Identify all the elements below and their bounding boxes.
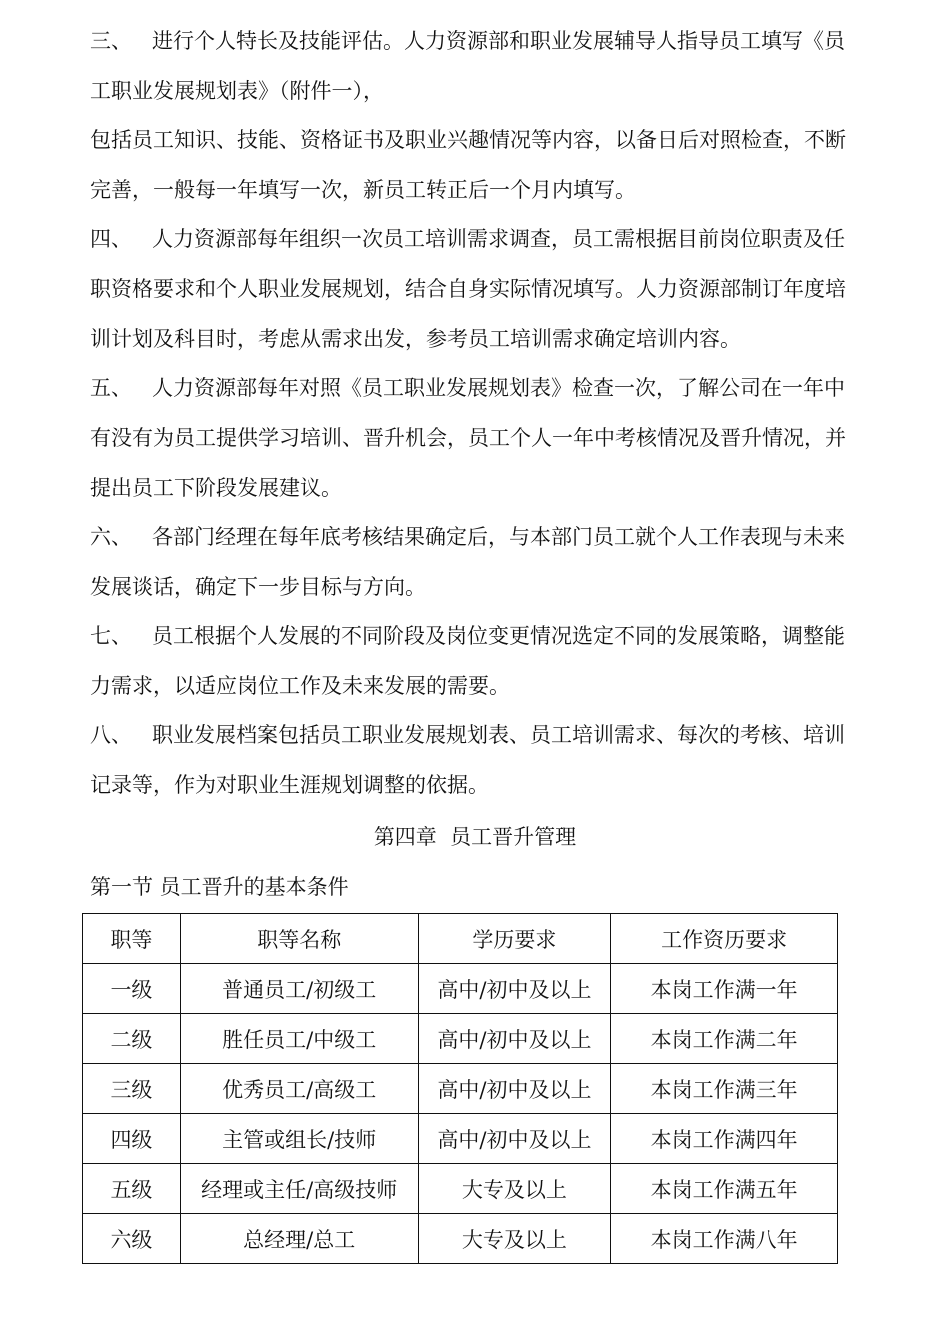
cell-grade-name: 普通员工/初级工 bbox=[180, 964, 418, 1014]
paragraph-text: 各部门经理在每年底考核结果确定后，与本部门员工就个人工作表现与未来发展谈话，确定下一步目标与方向。 bbox=[90, 525, 845, 599]
paragraph-number: 三、 bbox=[90, 29, 132, 53]
cell-education: 高中/初中及以上 bbox=[418, 1014, 611, 1064]
column-header-experience: 工作资历要求 bbox=[611, 914, 838, 964]
column-header-grade: 职等 bbox=[83, 914, 181, 964]
cell-experience: 本岗工作满三年 bbox=[611, 1064, 838, 1114]
cell-education: 大专及以上 bbox=[418, 1164, 611, 1214]
paragraph-number: 八、 bbox=[90, 723, 132, 747]
paragraph-item-6 bbox=[90, 512, 860, 612]
paragraph-item-7 bbox=[90, 611, 860, 711]
cell-grade: 三级 bbox=[83, 1064, 181, 1114]
paragraph-item-8 bbox=[90, 710, 860, 810]
table-row bbox=[83, 1064, 838, 1114]
cell-grade-name: 胜任员工/中级工 bbox=[180, 1014, 418, 1064]
cell-experience: 本岗工作满一年 bbox=[611, 964, 838, 1014]
section-title: 第一节 员工晋升的基本条件 bbox=[90, 875, 349, 899]
cell-experience: 本岗工作满二年 bbox=[611, 1014, 838, 1064]
cell-grade: 六级 bbox=[83, 1214, 181, 1264]
paragraph-number: 七、 bbox=[90, 624, 132, 648]
cell-grade: 五级 bbox=[83, 1164, 181, 1214]
cell-experience: 本岗工作满八年 bbox=[611, 1214, 838, 1264]
cell-education: 高中/初中及以上 bbox=[418, 1114, 611, 1164]
table-row bbox=[83, 964, 838, 1014]
column-header-grade-name: 职等名称 bbox=[180, 914, 418, 964]
chapter-title: 第四章 员工晋升管理 bbox=[373, 825, 577, 849]
paragraph-text: 包括员工知识、技能、资格证书及职业兴趣情况等内容，以备日后对照检查，不断完善，一般每一年填写一次，新员工转正后一个月内填写。 bbox=[90, 128, 846, 202]
cell-education: 大专及以上 bbox=[418, 1214, 611, 1264]
cell-grade-name: 优秀员工/高级工 bbox=[180, 1064, 418, 1114]
cell-grade: 二级 bbox=[83, 1014, 181, 1064]
table-row bbox=[83, 1164, 838, 1214]
paragraph-item-3 bbox=[90, 16, 860, 116]
paragraph-text: 人力资源部每年对照《员工职业发展规划表》检查一次，了解公司在一年中有没有为员工提供学习培训、晋升机会，员工个人一年中考核情况及晋升情况，并提出员工下阶段发展建议。 bbox=[90, 376, 846, 500]
cell-experience: 本岗工作满五年 bbox=[611, 1164, 838, 1214]
paragraph-number: 六、 bbox=[90, 525, 132, 549]
paragraph-text: 员工根据个人发展的不同阶段及岗位变更情况选定不同的发展策略，调整能力需求，以适应岗位工作及未来发展的需要。 bbox=[90, 624, 845, 698]
paragraph-text: 人力资源部每年组织一次员工培训需求调查，员工需根据目前岗位职责及任职资格要求和个人职业发展规划，结合自身实际情况填写。人力资源部制订年度培训计划及科目时，考虑从需求出发，参考员工培训需求确定培训内容。 bbox=[90, 227, 846, 351]
table-row bbox=[83, 1214, 838, 1264]
paragraph-item-4 bbox=[90, 214, 860, 364]
paragraph-item-5 bbox=[90, 363, 860, 513]
cell-experience: 本岗工作满四年 bbox=[611, 1114, 838, 1164]
cell-education: 高中/初中及以上 bbox=[418, 964, 611, 1014]
promotion-requirements-table bbox=[82, 913, 838, 1264]
column-header-education: 学历要求 bbox=[418, 914, 611, 964]
paragraph-continuation bbox=[90, 115, 860, 215]
paragraph-number: 四、 bbox=[90, 227, 132, 251]
cell-grade-name: 主管或组长/技师 bbox=[180, 1114, 418, 1164]
table-header-row bbox=[83, 914, 838, 964]
paragraph-text: 职业发展档案包括员工职业发展规划表、员工培训需求、每次的考核、培训记录等，作为对职业生涯规划调整的依据。 bbox=[90, 723, 845, 797]
table-row bbox=[83, 1114, 838, 1164]
cell-grade: 四级 bbox=[83, 1114, 181, 1164]
cell-grade-name: 经理或主任/高级技师 bbox=[180, 1164, 418, 1214]
cell-grade-name: 总经理/总工 bbox=[180, 1214, 418, 1264]
cell-education: 高中/初中及以上 bbox=[418, 1064, 611, 1114]
table-row bbox=[83, 1014, 838, 1064]
cell-grade: 一级 bbox=[83, 964, 181, 1014]
paragraph-text: 进行个人特长及技能评估。人力资源部和职业发展辅导人指导员工填写《员工职业发展规划表》（附件一）， bbox=[90, 29, 845, 103]
paragraph-number: 五、 bbox=[90, 376, 132, 400]
